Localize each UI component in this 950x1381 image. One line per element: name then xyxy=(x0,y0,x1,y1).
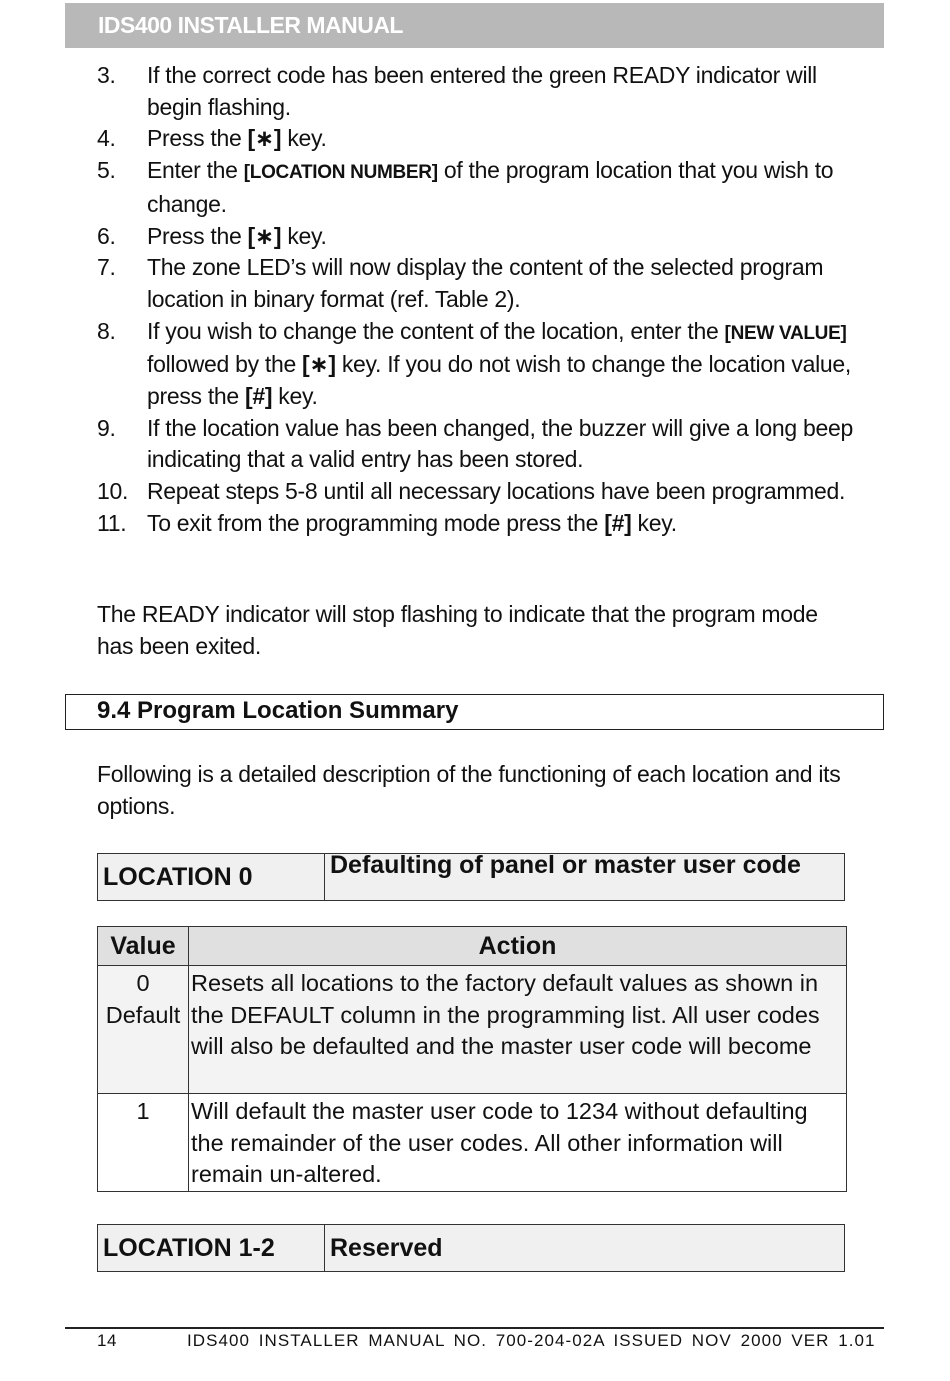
step-11 xyxy=(97,508,857,540)
step-text: To exit from the programming mode press the xyxy=(147,509,605,536)
manual-title: IDS400 INSTALLER MANUAL xyxy=(98,12,403,38)
location-description-text: Defaulting of panel or master user code xyxy=(330,853,801,879)
location-0-table xyxy=(97,853,845,901)
step-number: 6. xyxy=(97,222,116,249)
ready-note: The READY indicator will stop flashing to indicate that the program mode has been exited. xyxy=(97,601,818,659)
section-title: 9.4 Program Location Summary xyxy=(97,697,459,724)
step-number: 3. xyxy=(97,62,116,88)
key-reference: [#] xyxy=(604,509,632,536)
step-text: Press the xyxy=(147,125,248,152)
location-label: LOCATION 1-2 xyxy=(98,1225,325,1272)
step-number: 8. xyxy=(97,317,116,344)
step-text: Enter the xyxy=(147,157,244,184)
action-header: Action xyxy=(189,927,847,966)
section-heading xyxy=(65,694,884,730)
step-text: Press the xyxy=(147,222,248,249)
step-8 xyxy=(97,316,857,413)
programming-steps xyxy=(97,60,857,540)
location-description: Reserved xyxy=(325,1225,845,1272)
value-number: 0 xyxy=(136,970,150,996)
key-reference: [LOCATION NUMBER] xyxy=(243,162,438,184)
action-cell: Resets all locations to the factory default values as shown in the DEFAULT column in the programming list. All user codes will also be defaulted and the master user code will become xyxy=(189,966,847,1094)
step-text: key. xyxy=(281,222,327,249)
footer-divider xyxy=(65,1327,884,1329)
table-row xyxy=(98,966,847,1094)
value-cell xyxy=(98,1094,189,1192)
value-header: Value xyxy=(98,927,189,966)
step-text: If the location value has been changed, the buzzer will give a long beep indicating that a valid entry has been stored. xyxy=(147,414,853,473)
table-row xyxy=(98,1094,847,1192)
value-cell xyxy=(98,966,189,1094)
value-number: 1 xyxy=(136,1098,150,1124)
step-number: 4. xyxy=(97,125,116,152)
location-1-2-table xyxy=(97,1224,845,1272)
step-text: of the program location that you wish to change. xyxy=(147,157,834,217)
step-number: 10. xyxy=(97,478,129,505)
value-action-table xyxy=(97,926,847,1192)
step-7 xyxy=(97,252,857,315)
step-10 xyxy=(97,476,857,508)
key-reference: [NEW VALUE] xyxy=(724,322,847,344)
location-description xyxy=(325,854,845,901)
value-note: Default xyxy=(105,1001,181,1028)
step-text: key. xyxy=(281,125,327,152)
key-reference: [#] xyxy=(245,383,273,410)
footer-text: IDS400 INSTALLER MANUAL NO. 700-204-02A ISSUED NOV 2000 VER 1.01 xyxy=(187,1331,876,1350)
step-text: followed by the xyxy=(147,351,303,378)
intro-paragraph: Following is a detailed description of the functioning of each location and its options. xyxy=(97,761,841,819)
step-number: 5. xyxy=(97,157,116,184)
page-number: 14 xyxy=(97,1331,117,1350)
step-5 xyxy=(97,155,857,220)
key-reference: [∗] xyxy=(302,351,336,378)
step-text: Repeat steps 5-8 until all necessary locations have been programmed. xyxy=(147,478,846,505)
step-6 xyxy=(97,221,857,253)
key-reference: [∗] xyxy=(247,125,282,152)
step-3 xyxy=(97,60,857,123)
step-text: key. xyxy=(631,509,677,536)
key-reference: [∗] xyxy=(247,222,282,249)
step-text: The zone LED’s will now display the content of the selected program location in binary format (ref. Table 2). xyxy=(147,254,824,312)
step-text: key. xyxy=(272,383,318,410)
step-text: If you wish to change the content of the location, enter the xyxy=(147,317,725,344)
step-number: 9. xyxy=(97,414,116,441)
action-cell: Will default the master user code to 1234 without defaulting the remainder of the user codes. All other information will remain un-altered. xyxy=(189,1094,847,1192)
step-4 xyxy=(97,123,857,155)
step-text: If the correct code has been entered the green READY indicator will begin flashing. xyxy=(147,62,817,120)
step-text: key. If you do not wish to change the location value, press the xyxy=(147,351,851,410)
manual-header xyxy=(65,3,884,48)
location-label: LOCATION 0 xyxy=(98,854,325,901)
step-number: 7. xyxy=(97,254,116,281)
step-number: 11. xyxy=(97,509,127,536)
step-9 xyxy=(97,413,857,476)
